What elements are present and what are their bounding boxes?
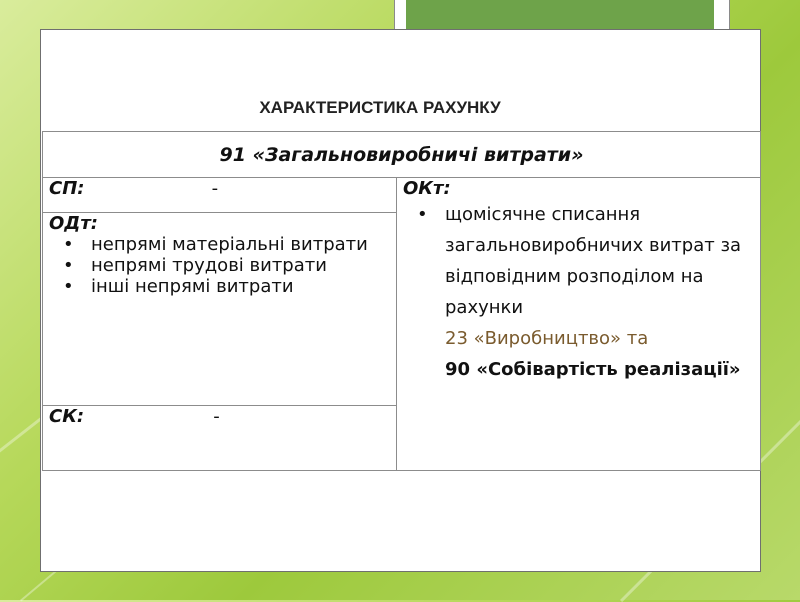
account-table <box>42 131 761 471</box>
sp-value: - <box>211 178 219 199</box>
okt-item: • щомісячне списання загальновиробничих витрат за відповідним розподілом на рахунки <box>403 199 754 323</box>
sp-row <box>43 178 761 213</box>
okt-cell <box>397 178 761 471</box>
odt-item: • інші непрямі витрати <box>49 276 390 297</box>
odt-cell <box>43 213 397 406</box>
sp-cell <box>43 178 397 213</box>
sp-label: СП: <box>49 178 85 199</box>
sk-label: СК: <box>49 406 85 427</box>
slide-heading: ХАРАКТЕРИСТИКА РАХУНКУ <box>259 98 501 117</box>
okt-list <box>403 199 754 323</box>
okt-ref-cost: 90 «Собівартість реалізації» <box>445 359 741 380</box>
odt-label: ОДт: <box>49 213 98 234</box>
sk-value: - <box>213 406 220 427</box>
sk-cell <box>43 406 397 471</box>
account-title: 91 «Загальновиробничі витрати» <box>43 132 761 178</box>
okt-label: ОКт: <box>403 178 451 199</box>
odt-list <box>49 234 390 297</box>
account-title-row <box>43 132 761 178</box>
okt-ref-production: 23 «Виробництво» та <box>445 328 649 349</box>
odt-item: • непрямі матеріальні витрати <box>49 234 390 255</box>
odt-item: • непрямі трудові витрати <box>49 255 390 276</box>
